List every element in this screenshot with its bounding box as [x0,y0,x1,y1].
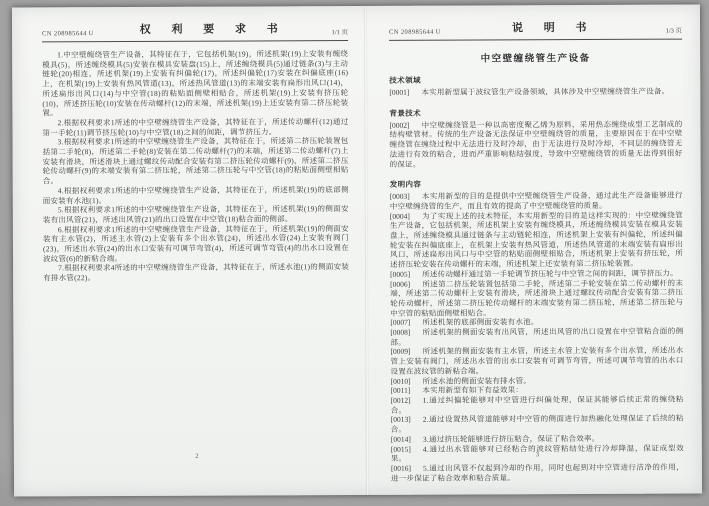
numbered-paragraph: [0003] 本实用新型的目的是提供中空壁缠绕管生产设备，通过此生产设备能够进行中空壁缠绕管的生产，而且有效的提高了中空壁缠绕管的质量。 [389,190,683,211]
claim-paragraph: 2.根据权利要求1所述的中空壁缠绕管生产设备，其特征在于，所述传动螺杆(12)通过第一手轮(11)调节挤压轮(10)与中空管(18)之间的间距，调节挤压力。 [42,116,349,137]
paragraph-tag: [0001] [389,87,410,97]
numbered-paragraph: [0005] 所述传动螺杆通过第一手轮调节挤压轮与中空管之间的间距，调节挤压力。 [390,268,678,279]
paragraph-tag: [0014] [390,434,411,444]
claim-paragraph: 5.根据权利要求1所述的中空壁缠绕管生产设备，其特征在于，所述机架(19)的侧面安装有出风管(21)，所述出风管(21)的出口设置在中空管(18)粘合面的侧部。 [42,204,349,225]
paragraph-tag: [0007] [390,318,411,328]
claims-list [42,49,349,283]
claim-paragraph: 6.根据权利要求1所述的中空壁缠绕管生产设备，其特征在于，所述机架(19)的侧面安装有主水管(2)，所述主水管(2)上安装有多个出水管(24)，所述出水管(24)上安装有阀门(23)，所述出水管(24)的出水口安装有可调节弯管(4)，所述可调节弯管(4)的出水口设置在波纹管(6)的新粘合端。 [42,223,350,264]
paragraph-tag: [0010] [390,376,411,386]
paragraph-tag: [0005] [390,269,411,279]
numbered-paragraph: [0014] 3.通过挤压轮能够进行挤压粘合，保证了粘合效率。 [390,433,600,444]
page-indicator: 1/1 页 [331,29,349,37]
claims-page [12,6,366,497]
numbered-paragraph: [0015] 4.通过出水管能够对已经粘合的波纹管粘结处进行冷却降温，保证成型效果。 [390,443,684,464]
numbered-paragraph: [0001] 本实用新型属于波纹管生产设备领域，具体涉及中空壁缠绕管生产设备。 [389,86,670,97]
numbered-paragraph: [0007] 所述机架的底部侧面安装有水池。 [390,317,539,328]
claim-paragraph: 3.根据权利要求1所述的中空壁缠绕管生产设备，其特征在于，所述第二挤压轮装置包括第二手轮(8)，所述第二手轮(8)安装在第二传动螺杆(7)的末端，所述第二传动螺杆(7)上安装有滑块，所述滑块上通过螺纹传动配合安装有第二挤压轮传动螺杆(9)，所述第二挤压轮传动螺杆(9)的末端安装有第二挤压轮，所述第二挤压轮与中空管(18)的粘贴面侧壁相贴合。 [42,136,349,186]
section-heading: 背景技术 [389,108,422,118]
numbered-paragraph: [0006] 所述第二挤压轮装置包括第二手轮，所述第二手轮安装在第二传动螺杆的末端，所述第二传动螺杆上安装有滑块，所述滑块上通过螺纹传动配合安装有第二挤压轮传动螺杆，所述第二挤压轮传动螺杆的末端安装有第二挤压轮，所述第二挤压轮与中空管的粘贴面侧壁相贴合。 [390,278,684,318]
paragraph-tag: [0003] [389,191,410,202]
claims-header-title: 权 利 要 求 书 [139,23,287,36]
paragraph-tag: [0016] [390,463,411,473]
document-number: CN 208985644 U [42,30,94,38]
description-page [367,5,702,495]
numbered-paragraph: [0016] 5.通过出风管不仅起到冷却的作用，同时也起到对中空管进行洁净的作用，进一步保证了粘合效率和粘合质量。 [390,462,684,483]
description-header-title: 说 明 书 [511,21,596,35]
description-sections [389,74,684,484]
numbered-paragraph: [0002] 中空壁缠绕管是一种以高密度聚乙烯为原料，采用热态缠绕成型工艺制成的结构壁管材。传统的生产设备无法保证中空壁缠绕管的质量，主要原因在于在中空壁缠绕管在缠绕过程中无法进行及时冷却，由于无法进行及时冷却，不同层的缠绕管无法进行有效的粘合，进而严重影响粘结强度，导致中空壁缠绕管的质量无法得到很好的保证。 [389,119,683,169]
numbered-paragraph: [0009] 所述机架的侧面安装有主水管，所述主水管上安装有多个出水管，所述出水管上安装有阀门，所述出水管的出水口安装有可调节弯管，所述可调节弯管的出水口设置在波纹管的新粘合端。 [390,346,684,376]
claim-paragraph: 1.中空壁缠绕管生产设备，其特征在于，它包括机架(19)，所述机架(19)上安装有缠绕模具(5)，所述缠绕模具(5)安装在模具安装盘(15)上，所述缠绕模具(5)通过链条(3)与主动链轮(20)相连，所述机架(19)上安装有纠偏轮(17)，所述纠偏轮(17)安装在纠偏底座(16)上，在机架(19)上安装有热风管道(13)，所述热风管道(13)的末端安装有扁形出风口(14)，所述扁形出风口(14)与中空管(18)的粘贴面侧壁相贴合，所述机架(19)上安装有挤压轮(10)，所述挤压轮(10)安装在传动螺杆(12)的末端，所述机架(19)上还安装有第二挤压轮装置。 [42,49,349,118]
claim-paragraph: 7.根据权利要求4所述的中空壁缠绕管生产设备，其特征在于，所述水池(1)的侧面安装有排水管(22)。 [43,262,350,283]
page-number: 2 [195,452,199,460]
numbered-paragraph: [0010] 所述水池的侧面安装有排水管。 [390,375,532,386]
paragraph-tag: [0012] [390,395,411,405]
invention-title: 中空壁缠绕管生产设备 [480,53,591,65]
numbered-paragraph: [0011] 本实用新型有如下有益效果： [390,385,524,396]
numbered-paragraph: [0013] 2.通过设置热风管道能够对中空管的侧面进行加热融化处理保证了后续的粘合。 [390,413,684,434]
numbered-paragraph: [0008] 所述机架的侧面安装有出风管，所述出风管的出口设置在中空管粘合面的侧部。 [390,326,684,347]
description-page-header [389,19,682,41]
paragraph-tag: [0008] [390,327,411,337]
numbered-paragraph: [0004] 为了实现上述的技术特征，本实用新型的目的是这样实现的：中空壁缠绕管生产设备，它包括机架，所述机架上安装有缠绕模具，所述缠绕模具安装在模具安装盘上，所述缠绕模具通过链条与主动链轮相连，所述机架上安装有纠偏轮，所述纠偏轮安装在纠偏底座上，在机架上安装有热风管道，所述热风管道的末端安装有扁形出风口，所述扁形出风口与中空管的粘贴面侧壁相贴合，所述机架上安装有挤压轮，所述挤压轮安装在传动螺杆的末端，所述机架上还安装有第二挤压轮装置。 [389,210,684,269]
paragraph-tag: [0006] [390,279,411,289]
page-indicator: 1/3 页 [665,27,683,35]
document-number: CN 208985644 U [389,28,441,36]
section-heading: 发明内容 [389,179,422,190]
paragraph-tag: [0004] [389,211,410,221]
numbered-paragraph: [0012] 1.通过纠偏轮能够对中空管进行纠偏处理，保证其能够后续正常的缠绕粘合。 [390,394,684,415]
claims-page-header [42,20,348,42]
page-number: 3 [535,451,540,459]
section-heading: 技术领域 [389,75,421,85]
paragraph-tag: [0011] [390,386,411,396]
paragraph-tag: [0015] [390,444,411,454]
patent-document-spread [12,5,702,497]
paragraph-tag: [0002] [389,120,410,130]
paragraph-tag: [0009] [390,347,411,357]
paragraph-tag: [0013] [390,415,411,425]
claim-paragraph: 4.根据权利要求1所述的中空壁缠绕管生产设备，其特征在于，所述机架(19)的底部侧面安装有水池(1)。 [42,184,349,205]
